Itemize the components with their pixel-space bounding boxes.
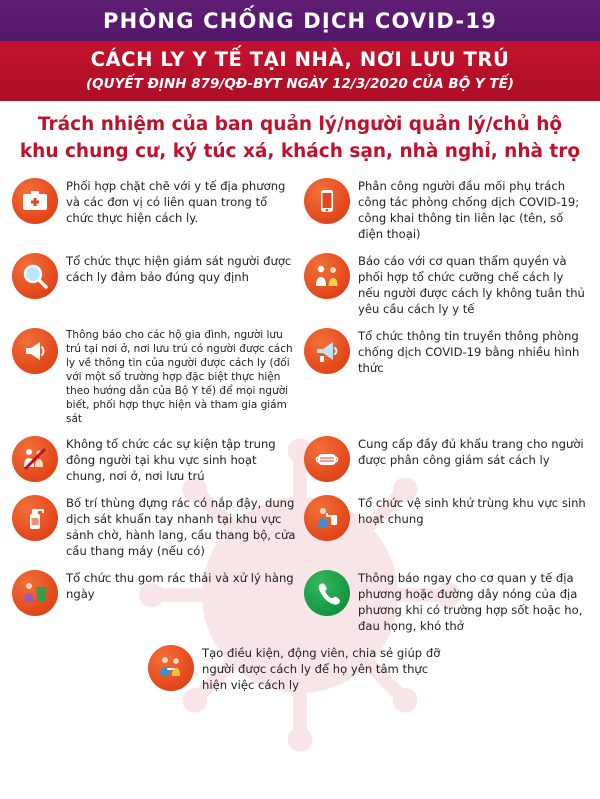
list-item [300,565,592,640]
list-row [8,640,592,699]
list-item [8,640,592,699]
doctor-patient-icon [304,253,350,299]
list-item-text: Thông báo ngay cho cơ quan y tế địa phương hoặc đường dây nóng của địa phương khi có trường hợp sốt hoặc ho, đau họng, khó thở [358,571,583,634]
list-item-text: Cung cấp đầy đủ khẩu trang cho người được phân công giám sát cách ly [358,437,584,468]
page-title-line2: khu chung cư, ký túc xá, khách sạn, nhà nghỉ, nhà trọ [19,140,581,162]
list-item-text: Không tổ chức các sự kiện tập trung đông người tại khu vực sinh hoạt chung, nơi ở, nơi lưu trú [66,437,276,484]
list-row [8,173,592,248]
list-row [8,431,592,490]
page-title [0,101,600,171]
list-item-text: Tổ chức thu gom rác thải và xử lý hàng ngày [66,571,294,602]
list-item-text: Thông báo cho các hộ gia đình, người lưu trú tại nơi ở, nơi lưu trú có người được cách ly về thông tin của người được cách ly (đối với một số trường hợp đặc biệt thực hiện theo hướng dẫn của Bộ Y tế) để mọi người biết, phối hợp thực hiện và tham gia giám sát [66,328,293,425]
magnifier-icon [12,253,58,299]
megaphone-icon [304,328,350,374]
no-gathering-icon [12,436,58,482]
trash-bin-icon [12,570,58,616]
list-item [300,431,592,490]
page-title-line1: Trách nhiệm của ban quản lý/người quản lý/chủ hộ [37,114,563,136]
list-item-text: Phối hợp chặt chẽ với y tế địa phương và các đơn vị có liên quan trong tổ chức thực hiện cách ly. [66,178,286,225]
list-row [8,565,592,640]
list-item-text: Bố trí thùng đựng rác có nắp đậy, dung dịch sát khuẩn tay nhanh tại khu vực sảnh chờ, hành lang, cầu thang bộ, cửa cầu thang máy (nếu có) [66,496,296,559]
cleaning-spray-icon [304,495,350,541]
list-item [8,490,300,565]
list-row [8,248,592,323]
header-mid-band [0,41,600,101]
responsibility-list [0,171,600,699]
face-mask-icon [304,436,350,482]
list-item-text: Tạo điều kiện, động viên, chia sẻ giúp đỡ người được cách ly để họ yên tâm thực hiện việc cách ly [202,646,441,693]
phone-call-icon [304,570,350,616]
support-people-icon [148,645,194,691]
list-item-text: Tổ chức vệ sinh khử trùng khu vực sinh hoạt chung [358,496,586,527]
mobile-phone-icon [304,178,350,224]
hand-sanitizer-icon [12,495,58,541]
list-item [8,173,300,248]
header-line1: PHÒNG CHỐNG DỊCH COVID-19 [103,9,497,33]
list-item-text: Phân công người đầu mối phụ trách công tác phòng chống dịch COVID-19; công khai thông tin liên lạc (tên, số điện thoại) [358,178,580,241]
list-item [300,248,592,323]
list-item [300,490,592,565]
list-row [8,323,592,432]
list-item [8,431,300,490]
list-item-text: Tổ chức thông tin truyền thông phòng chống dịch COVID-19 bằng nhiều hình thức [358,328,580,375]
list-item-text: Báo cáo với cơ quan thẩm quyền và phối hợp tổ chức cưỡng chế cách ly nếu người được cách ly không tuân thủ yêu cầu cách ly y tế [358,253,585,316]
megaphone-announce-icon [12,328,58,374]
first-aid-kit-icon [12,178,58,224]
list-item [300,323,592,432]
header-line2: CÁCH LY Y TẾ TẠI NHÀ, NƠI LƯU TRÚ [90,48,510,71]
list-item-text: Tổ chức thực hiện giám sát người được cách ly đảm bảo đúng quy định [66,253,292,284]
list-item [8,565,300,640]
list-row [8,490,592,565]
header-top-band [0,0,600,41]
list-item [8,323,300,432]
list-item [300,173,592,248]
header-line3: (QUYẾT ĐỊNH 879/QĐ-BYT NGÀY 12/3/2020 CỦA BỘ Y TẾ) [86,76,514,93]
list-item [8,248,300,323]
